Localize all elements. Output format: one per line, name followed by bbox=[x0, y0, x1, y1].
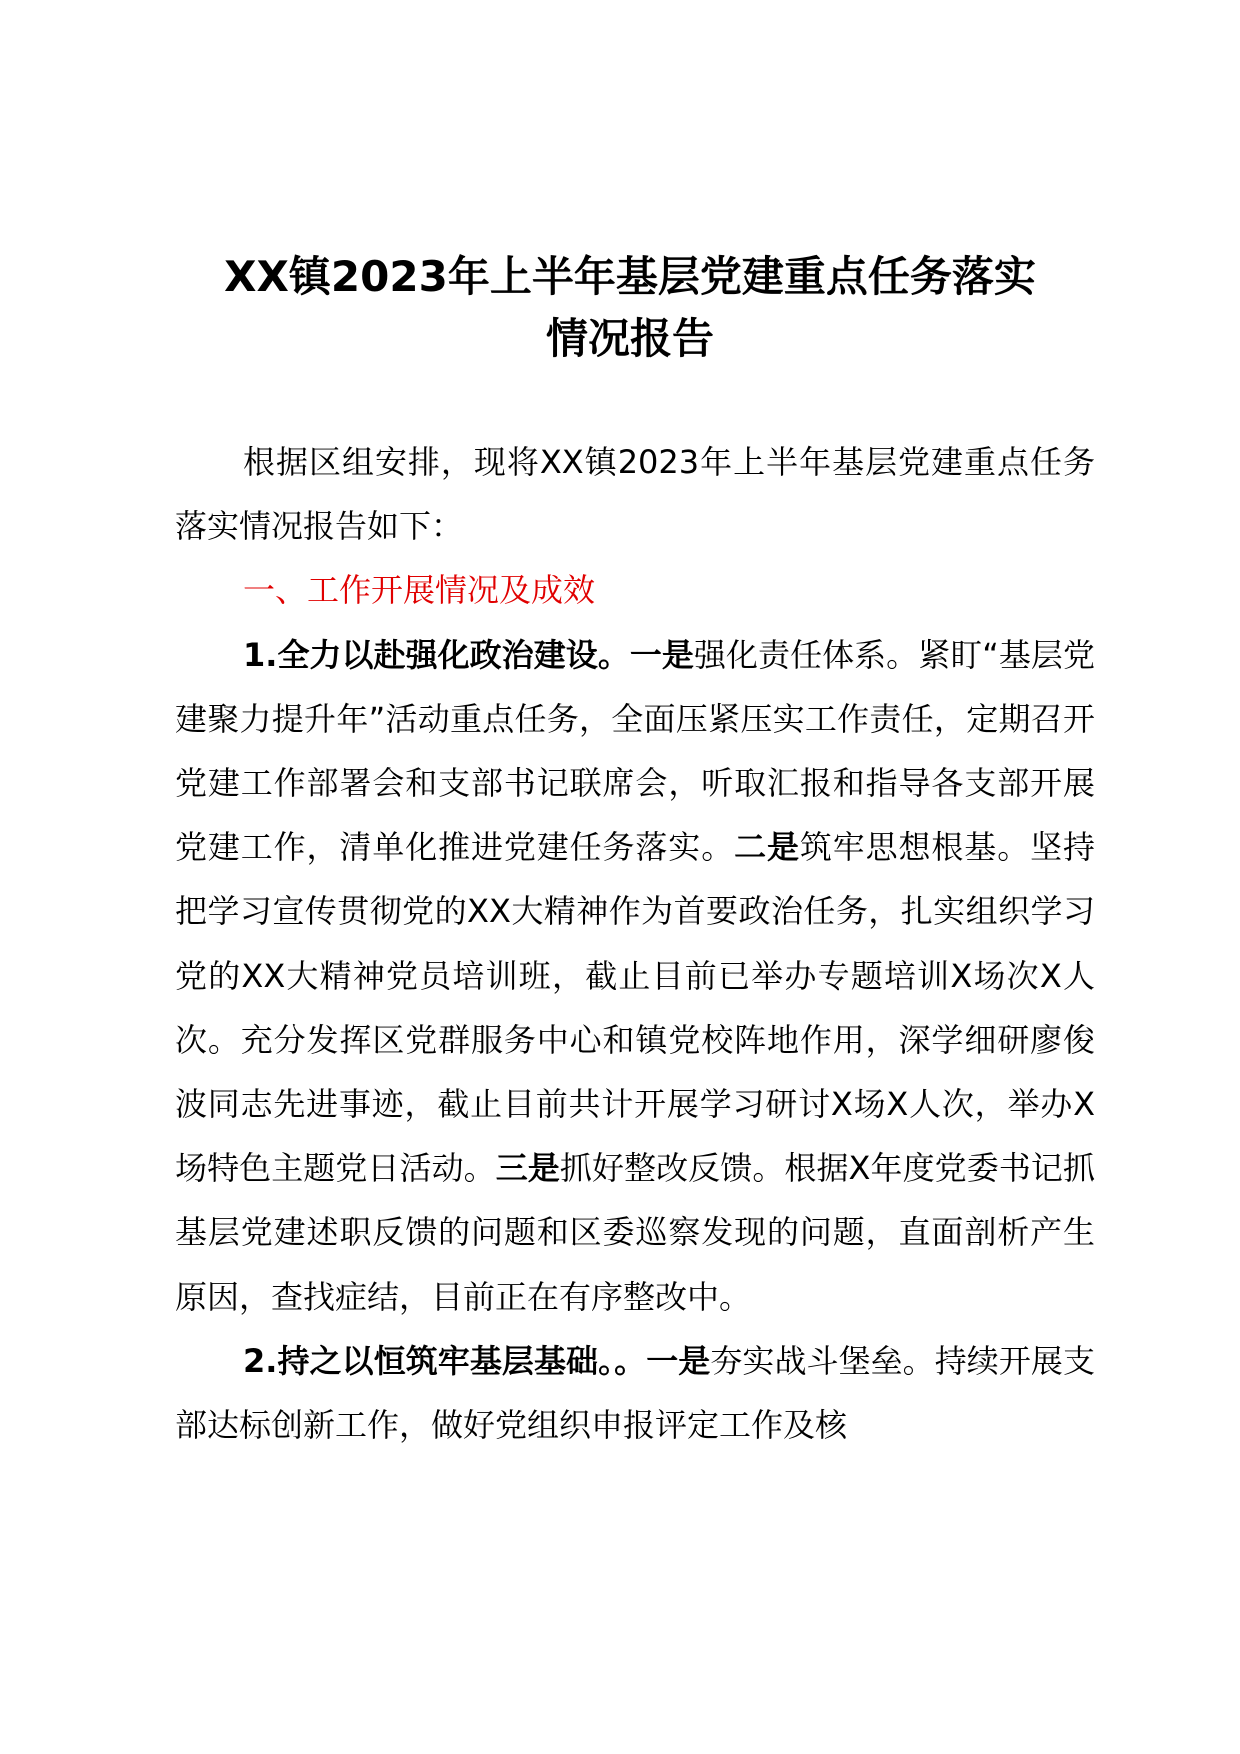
document-body bbox=[175, 430, 1095, 1457]
intro-paragraph: 根据区组安排，现将XX镇2023年上半年基层党建重点任务落实情况报告如下： bbox=[175, 443, 1095, 546]
item-2-paragraph bbox=[175, 1329, 1095, 1457]
item-2-text-1: 夯实战斗堡垒。持续开展支部达标创新工作，做好党组织申报评定工作及核 bbox=[175, 1341, 1095, 1445]
item-1-lead-1: 一是 bbox=[629, 635, 694, 674]
section-heading-1: 一、工作开展情况及成效 bbox=[243, 571, 596, 610]
item-1-lead-2: 二是 bbox=[734, 828, 800, 867]
item-1-heading: 1.全力以赴强化政治建设。 bbox=[243, 635, 630, 674]
item-1-text-3: 抓好整改反馈。根据X年度党委书记抓基层党建述职反馈的问题和区委巡察发现的问题，直面剖析产生原因，查找症结，目前正在有序整改中。 bbox=[175, 1149, 1095, 1316]
document-title bbox=[160, 246, 1100, 370]
item-1-text-1: 强化责任体系。紧盯“基层党建聚力提升年”活动重点任务，全面压紧压实工作责任，定期召开党建工作部署会和支部书记联席会，听取汇报和指导各支部开展党建工作，清单化推进党建任务落实。 bbox=[175, 635, 1095, 867]
item-1-paragraph bbox=[175, 623, 1095, 1329]
title-line-1: XX镇2023年上半年基层党建重点任务落实 bbox=[224, 252, 1036, 301]
item-2-heading: 2.持之以恒筑牢基层基础。。 bbox=[243, 1341, 647, 1380]
item-2-lead-1: 一是 bbox=[646, 1341, 711, 1380]
title-line-2: 情况报告 bbox=[545, 314, 714, 363]
item-1-lead-3: 三是 bbox=[495, 1149, 560, 1188]
item-1-text-2: 筑牢思想根基。坚持把学习宣传贯彻党的XX大精神作为首要政治任务，扎实组织学习党的XX大精神党员培训班，截止目前已举办专题培训X场次X人次。充分发挥区党群服务中心和镇党校阵地作用，深学细研廖俊波同志先进事迹，截止目前共计开展学习研讨X场X人次，举办X场特色主题党日活动。 bbox=[175, 828, 1095, 1188]
